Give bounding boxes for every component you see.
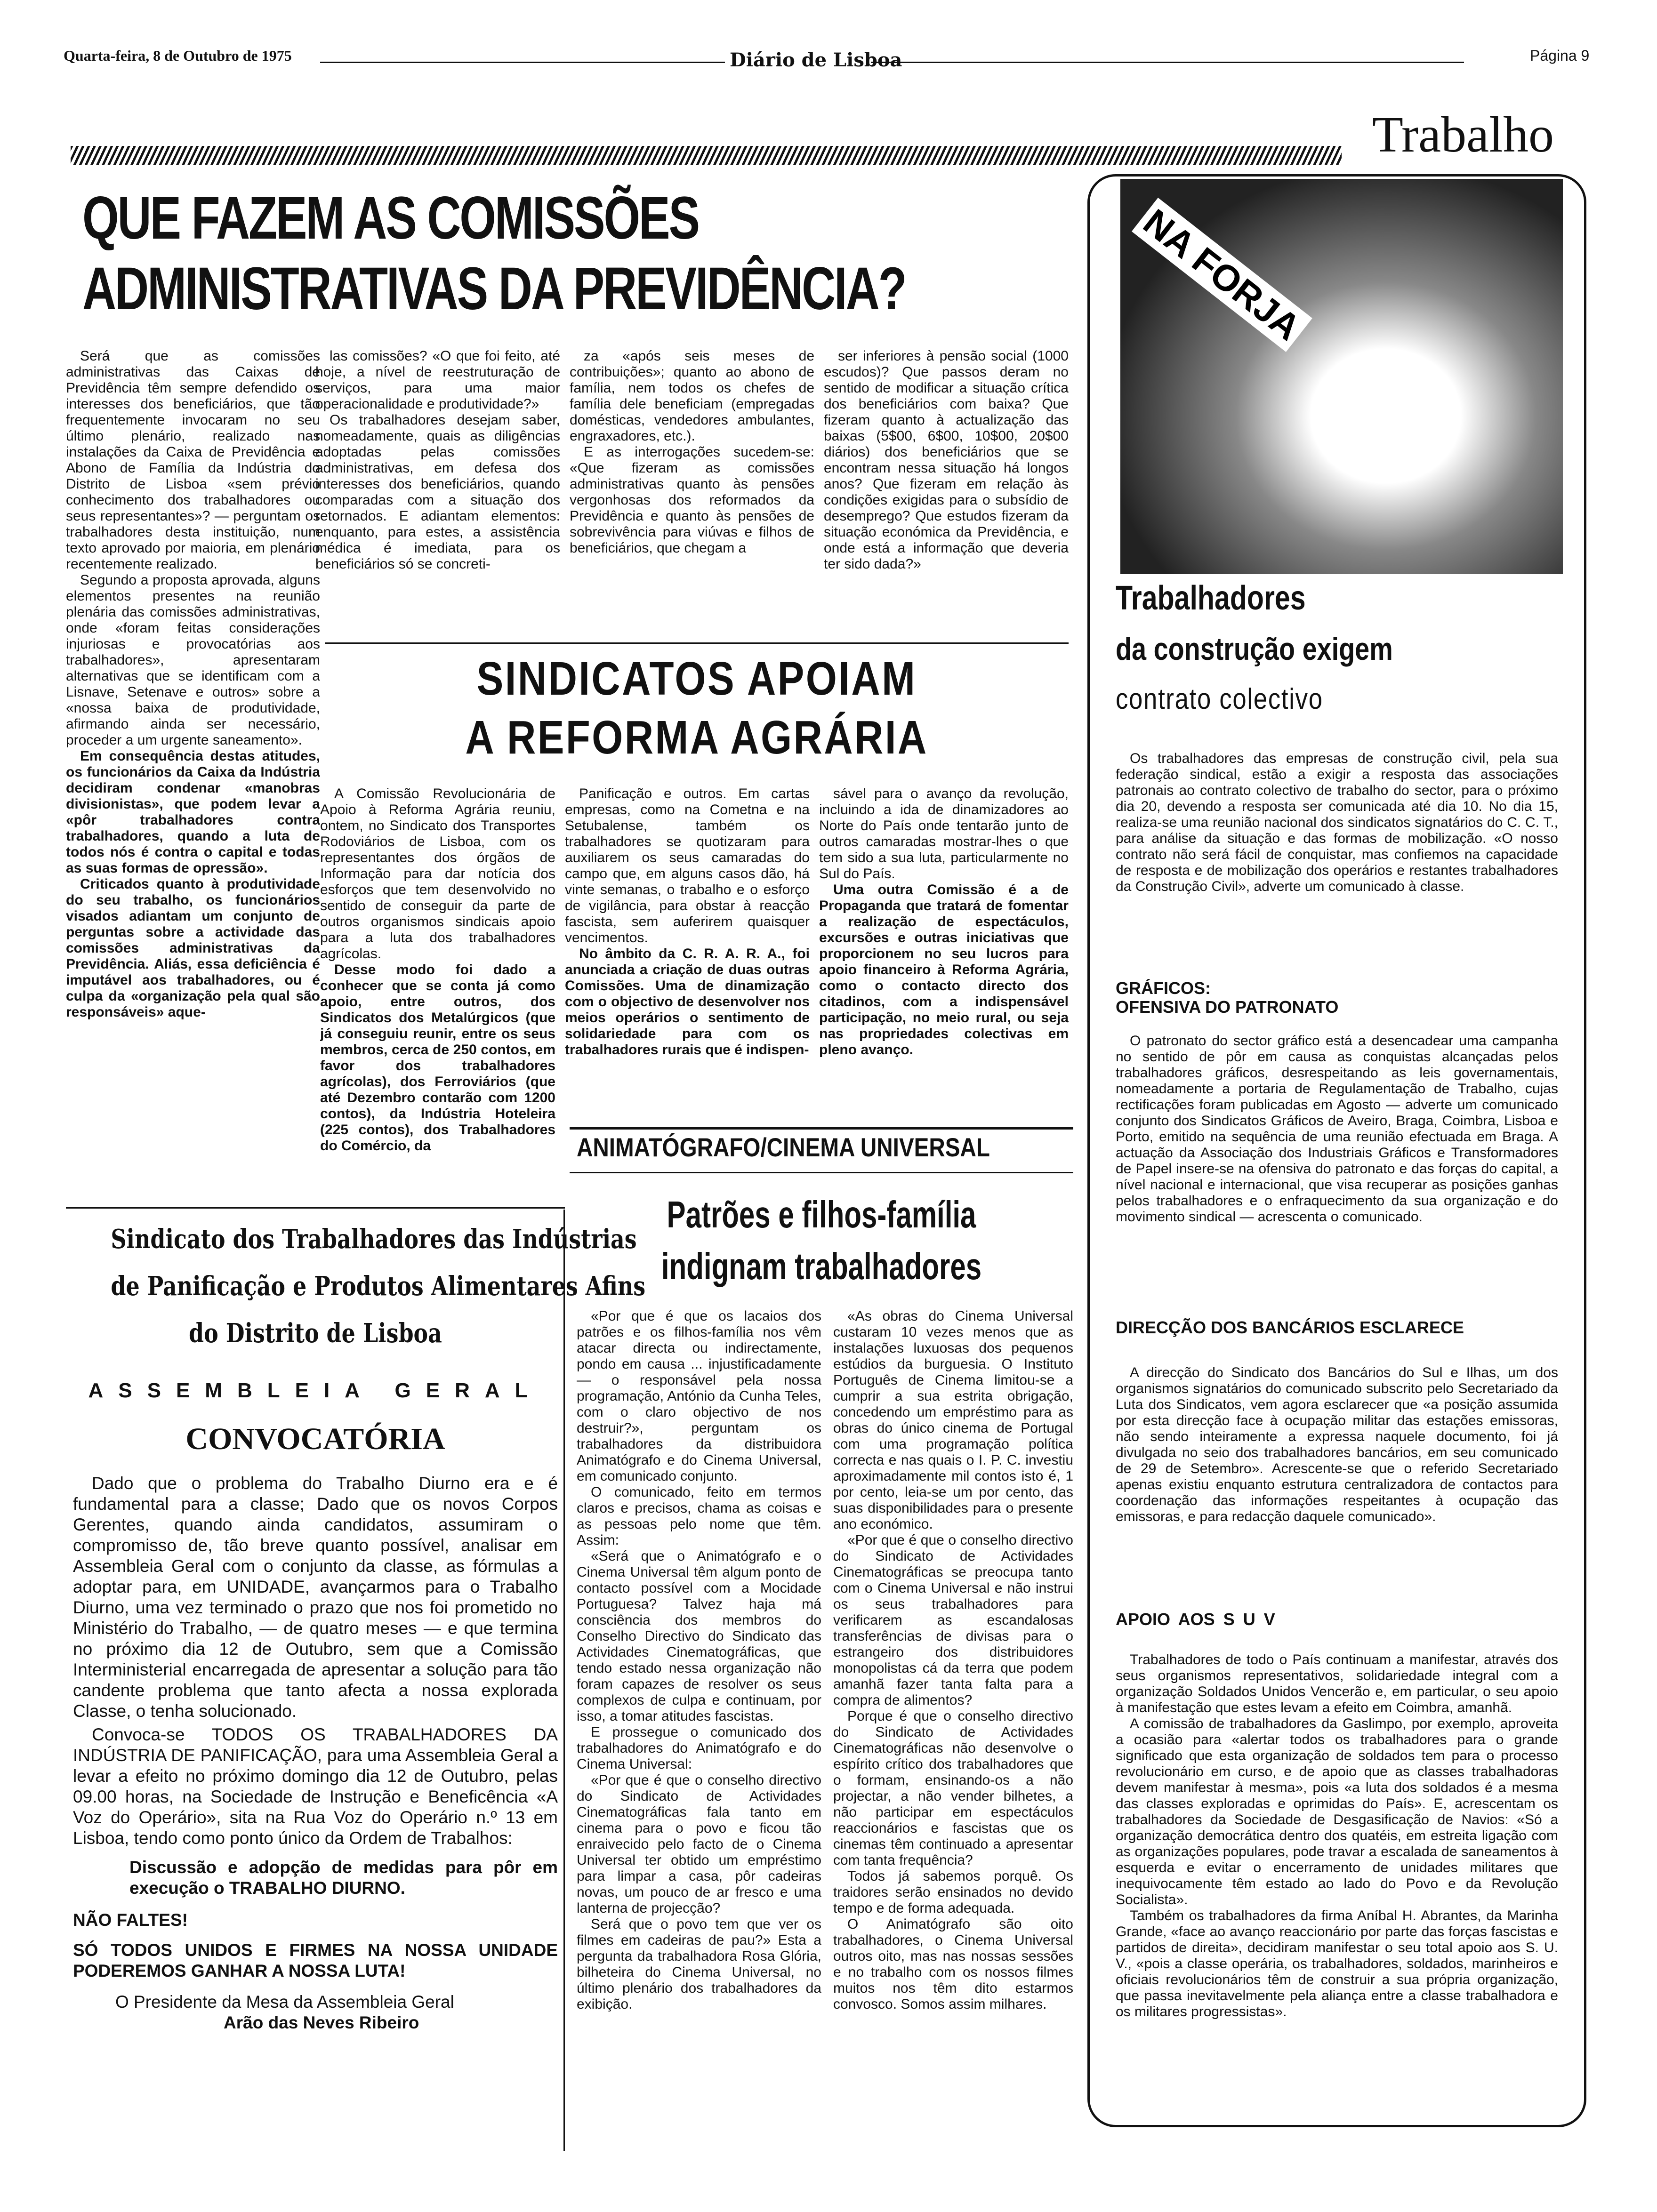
graficos-text: [1116, 1033, 1558, 1306]
para: «Será que o Animatógrafo e o Cinema Universal têm algum ponto de contacto possível com a Mocidade Portuguesa? Talvez haja má consciência dos membros do Conselho Directivo do Sindicato das Actividades Cinematográficas, que tendo estado nessa organização não foram capazes de resolver os seus complexos de culpa e continuam, por isso, a tomar atitudes fascistas.: [577, 1548, 821, 1724]
para: Panificação e outros. Em cartas empresas, como na Cometna e na Setubalense, também os trabalhadores se quotizaram para auxiliarem os seus camaradas do campo que, em alguns casos dão, há vinte semanas, o trabalho e o esforço de vigilância, para obstar à reacção fascista, sem auferirem quaisquer vencimentos.: [565, 786, 810, 946]
main-col-3: [570, 348, 814, 640]
cinema-headline-2: indignam trabalhadores: [661, 1245, 982, 1287]
para: E as interrogações sucedem-se: «Que fizeram as comissões administrativas quanto às pensões vergonhosas dos reformados da Previdência e quanto às pensões de sobrevivência para viúvas e filhos de beneficiários, que chegam a: [570, 444, 814, 556]
para: Desse modo foi dado a conhecer que se conta já como apoio, entre outros, dos Sindicatos dos Metalúrgicos (que já conseguiu reunir, entre os seus membros, cerca de 250 contos, em favor dos trabalhadores agrícolas), dos Ferroviários (que até Dezembro contarão com 1200 contos), da Indústria Hoteleira (225 contos), dos Trabalhadores do Comércio, da: [320, 962, 555, 1154]
main-col-4: [824, 348, 1069, 640]
para: «As obras do Cinema Universal custaram 10 vezes menos que as instalações luxuosas dos pequenos estúdios da burguesia. O Instituto Português de Cinema limitou-se a cumprir a sua estrita obrigação, concedendo um empréstimo para as obras do único cinema de Portugal com uma programação política correcta e nas quais o I. P. C. investiu aproximadamente mil contos isto é, 1 por cento, leia-se um por cento, das suas disponibilidades para o presente ano económico.: [833, 1308, 1073, 1532]
sindicato-title-1: Sindicato dos Trabalhadores das Indústrias: [111, 1224, 637, 1255]
para: Porque é que o conselho directivo do Sindicato de Actividades Cinematográficas não desenvolve o espírito crítico dos trabalhadores que o formam, ensinando-os a não projectar, a não vender bilhetes, a não participar em espectáculos reaccionários e fascistas que os cinemas têm continuado a apresentar com tanta frequência?: [833, 1708, 1073, 1868]
para: «Por que é que o conselho directivo do Sindicato de Actividades Cinematográficas se preocupa tanto com o Cinema Universal e não instrui os seus trabalhadores para verificarem as escandalosas transferências de divisas para o estrangeiro dos distribuidores monopolistas cá da terra que podem amanhã fazer tanta falta para a compra de alimentos?: [833, 1532, 1073, 1708]
bancarios-heading: DIRECÇÃO DOS BANCÁRIOS ESCLARECE: [1116, 1318, 1464, 1337]
para: za «após seis meses de contribuições»; quanto ao abono de família, nem todos os chefes de família dele beneficiam (empregadas domésticas, vendedores ambulantes, engraxadores, etc.).: [570, 348, 814, 444]
para: Também os trabalhadores da firma Aníbal H. Abrantes, da Marinha Grande, «face ao avanço reaccionário por parte das forças fascistas e partidos de direita», decidiram manifestar o seu total apoio aos S. U. V., «pois a classe operária, os trabalhadores, soldados, marinheiros e oficiais revolucionários têm de construir a sua própria organização, que passa inevitavelmente pela aliança entre a classe trabalhadora e os militares progressistas».: [1116, 1908, 1558, 2020]
sindicato-title-3: do Distrito de Lisboa: [189, 1318, 442, 1349]
nao-faltes: NÃO FALTES!: [73, 1910, 188, 1930]
suv-heading: APOIO AOS S U V: [1116, 1610, 1275, 1629]
para: Dado que o problema do Trabalho Diurno era e é fundamental para a classe; Dado que os novos Corpos Gerentes, quando ainda candidatos, assumiram o compromisso de, tão breve quanto possível, analisar em Assembleia Geral com o conjunto da classe, as fórmulas a adoptar para, em UNIDADE, avançarmos para o Trabalho Diurno, uma vez terminado o prazo que nos foi prometido no Ministério do Trabalho, — de quatro meses — e que termina no próximo dia 12 de Outubro, sem que a Comissão Interministerial encarregada de apresentar a solução para tão candente problema que tanto afecta a nossa explorada Classe, o tenha solucionado.: [73, 1474, 558, 1721]
header-rule-right: [871, 62, 1464, 63]
page-number: Página 9: [1530, 47, 1590, 64]
construcao-text: [1116, 751, 1558, 977]
section-hatch-bar: [71, 146, 1342, 165]
para: A Comissão Revolucionária de Apoio à Reforma Agrária reuniu, ontem, no Sindicato dos Transportes Rodoviários de Lisboa, com os representantes dos órgãos de Informação para dar notícia dos esforços que tem desenvolvido no sentido de conseguir da parte de outros organismos sindicais apoio para a luta dos trabalhadores agrícolas.: [320, 786, 555, 962]
forge-photo: [1120, 179, 1563, 574]
graficos-heading-2: OFENSIVA DO PATRONATO: [1116, 997, 1339, 1017]
para: No âmbito da C. R. A. R. A., foi anunciada a criação de duas outras Comissões. Uma de dinamização com o objectivo de desenvolver nos meios operários o sentimento de solidariedade para com os trabalhadores rurais que é indispen-: [565, 946, 810, 1058]
signature-name: Arão das Neves Ribeiro: [224, 2013, 419, 2032]
para: «Por que é que o conselho directivo do Sindicato de Actividades Cinematográficas fala tanto em cinema para o povo e ficou tão enraivecido pelo facto de o Cinema Universal ter obtido um empréstimo para limpar a casa, pôr cadeiras novas, um pouco de ar fresco e uma lanterna de projecção?: [577, 1772, 821, 1916]
assembleia-label: ASSEMBLEIA GERAL: [88, 1379, 543, 1402]
issue-date: Quarta-feira, 8 de Outubro de 1975: [64, 47, 292, 64]
section-title: Trabalho: [1372, 107, 1554, 163]
para: E prossegue o comunicado dos trabalhadores do Animatógrafo e do Cinema Universal:: [577, 1724, 821, 1772]
main-col-2: [315, 348, 560, 640]
main-headline-1: QUE FAZEM AS COMISSÕES: [82, 184, 699, 252]
sindicato-title-2: de Panificação e Produtos Alimentares Afins: [111, 1271, 646, 1302]
para: ser inferiores à pensão social (1000 escudos)? Que passos deram no sentido de modificar a situação crítica dos beneficiários com baixa? Que fizeram quanto à actualização das baixas (5$00, 6$00, 10$00, 20$00 diários) dos beneficiários que se encontram nessa situação há longos anos? Que fizeram em relação às condições exigidas para o subsídio de desemprego? Que estudos fizeram da situação económica da Previdência, e onde está a informação que deveria ter sido dada?»: [824, 348, 1069, 572]
unidos-slogan: SÓ TODOS UNIDOS E FIRMES NA NOSSA UNIDADE PODEREMOS GANHAR A NOSSA LUTA!: [73, 1940, 558, 1980]
cinema-headline-1: Patrões e filhos-família: [667, 1194, 976, 1235]
sidebar-headline-1: Trabalhadores: [1116, 579, 1306, 617]
agraria-headline-1: SINDICATOS APOIAM: [476, 652, 917, 705]
main-headline-2: ADMINISTRATIVAS DA PREVIDÊNCIA?: [82, 255, 906, 322]
bancarios-text: [1116, 1365, 1558, 1591]
suv-text: [1116, 1652, 1558, 2113]
rule: [66, 1207, 565, 1209]
graficos-heading-1: GRÁFICOS:: [1116, 978, 1211, 998]
para: O Animatógrafo são oito trabalhadores, o Cinema Universal outros oito, mas nas nossas sessões e no trabalho com os nossos filmes muitos nos têm dito estarmos convosco. Somos assim milhares.: [833, 1916, 1073, 2012]
para: Será que o povo tem que ver os filmes em cadeiras de pau?» Esta a pergunta da trabalhadora Rosa Glória, bilheteira do Cinema Universal, no último plenário dos trabalhadores da exibição.: [577, 1916, 821, 2012]
para: Os trabalhadores das empresas de construção civil, pela sua federação sindical, estão a exigir a resposta das associações patronais ao contrato colectivo de trabalho do sector, para o próximo dia 20, devendo a resposta ser comunicada até dia 10. No dia 15, realiza-se uma reunião nacional dos sindicatos signatários do C. C. T., para análise da situação e das formas de mobilização. «O nosso contrato não será fácil de conquistar, mas confiemos na capacidade de resposta e de mobilização dos operários e restantes trabalhadores da Construção Civil», adverte um comunicado à classe.: [1116, 751, 1558, 894]
rule: [325, 642, 1069, 644]
agraria-headline-2: A REFORMA AGRÁRIA: [465, 711, 928, 764]
para: Será que as comissões administrativas das Caixas de Previdência têm sempre defendido os interesses dos beneficiários, que tão frequentemente invocaram no seu último plenário, realizado nas instalações da Caixa de Previdência e Abono de Família da Indústria do Distrito de Lisboa «sem prévio conhecimento dos trabalhadores ou seus representantes»? — perguntam os trabalhadores desta instituição, num texto aprovado por maioria, em plenário recentemente realizado.: [66, 348, 320, 572]
cinema-kicker: ANIMATÓGRAFO/CINEMA UNIVERSAL: [577, 1132, 990, 1162]
agraria-col-3: [819, 786, 1069, 1068]
para: O patronato do sector gráfico está a desencadear uma campanha no sentido de pôr em causa as conquistas alcançadas pelos trabalhadores gráficos, desrespeitando as leis governamentais, nomeadamente a portaria de Regulamentação de Trabalho, cujas rectificações foram publicadas em Agosto — adverte um comunicado conjunto dos Sindicatos Gráficos de Aveiro, Braga, Coimbra, Lisboa e Porto, emitido na sequência de uma reunião efectuada em Braga. A actuação da Associação dos Industriais Gráficos e Transformadores de Papel insere-se na ofensiva do patronato e das forças do capital, a nível nacional e internacional, que visa recuperar as posições ganhas pelos trabalhadores e o enfraquecimento da sua organização e do movimento sindical — acrescenta o comunicado.: [1116, 1033, 1558, 1225]
para: O comunicado, feito em termos claros e precisos, chama as coisas e as pessoas pelo nome que têm. Assim:: [577, 1484, 821, 1548]
header-rule-left: [320, 62, 725, 63]
para: Convoca-se TODOS OS TRABALHADORES DA INDÚSTRIA DE PANIFICAÇÃO, para uma Assembleia Geral a levar a efeito no próximo domingo dia 12 de Outubro, pelas 09.00 horas, na Sociedade de Instrução e Beneficência «A Voz do Operário», sita na Rua Voz do Operário n.º 13 em Lisboa, tendo como ponto único da Ordem de Trabalhos:: [73, 1725, 558, 1848]
cinema-col-1: [577, 1308, 821, 2174]
para: Os trabalhadores desejam saber, nomeadamente, quais as diligências adoptadas pelas comissões administrativas, em defesa dos interesses dos beneficiários, quando comparadas com a situação dos retornados. E adiantam elementos: enquanto, para estes, a assistência médica é imediata, para os beneficiários só se concreti-: [315, 412, 560, 572]
sindicato-body: [73, 1473, 558, 2156]
masthead: Diário de Lisboa: [730, 49, 902, 71]
para: A direcção do Sindicato dos Bancários do Sul e Ilhas, um dos organismos signatários do comunicado subscrito pelo Secretariado da Luta dos Sindicatos, vem agora esclarecer que «a posição assumida por esta direcção face à ocupação militar das estações emissoras, não sendo inteiramente a expressa naquele documento, foi já divulgada no seio dos trabalhadores bancários, em seu comunicado de 29 de Setembro». Acrescente-se que o referido Secretariado apenas existiu enquanto estrutura centralizadora de contactos para coordenação das informações respeitantes à ocupação das emissoras, e para redacção daquele comunicado».: [1116, 1365, 1558, 1524]
para: las comissões? «O que foi feito, até hoje, a nível de reestruturação de serviços, para uma maior operacionalidade e produtividade?»: [315, 348, 560, 412]
para: Criticados quanto à produtividade do seu trabalho, os funcionários visados adiantam um conjunto de perguntas sobre a actividade das comissões administrativas da Previdência. Aliás, essa deficiência é imputável aos trabalhadores, ou é culpa da «organização pela qual são responsáveis» aque-: [66, 876, 320, 1020]
rule: [570, 1127, 1073, 1130]
photo-caption: NA FORJA: [1132, 198, 1312, 352]
sidebar-headline-2: da construção exigem: [1116, 631, 1393, 667]
para: Todos já sabemos porquê. Os traidores serão ensinados no devido tempo e de forma adequada.: [833, 1868, 1073, 1916]
main-col-1: [66, 348, 320, 1195]
para: sável para o avanço da revolução, incluindo a ida de dinamizadores ao Norte do País onde tentarão junto de outros camaradas mostrar-lhes o que tem sido a sua luta, particularmente no Sul do País.: [819, 786, 1069, 882]
para: Trabalhadores de todo o País continuam a manifestar, através dos seus organismos representativos, solidariedade integral com a organização Soldados Unidos Vencerão e, em particular, o seu apoio à manifestação que estes levam a efeito em Coimbra, amanhã.: [1116, 1652, 1558, 1715]
para: A comissão de trabalhadores da Gaslimpo, por exemplo, aproveita a ocasião para «alertar todos os trabalhadores para o grande significado que esta organização de soldados tem para o processo revolucionário em curso, e de apoio que as classes trabalhadoras devem manifestar à mesma», pois «a luta dos soldados é a mesma das classes exploradas e oprimidas do País». E, acrescentam os trabalhadores da Sociedade de Desgasificação de Navios: «Só a organização democrática dentro dos quatéis, em estreita ligação com as organizações populares, pode travar a escalada de saneamentos à esquerda e evitar o encerramento de unidades militares que inequivocamente têm estado ao lado do Povo e da Revolução Socialista».: [1116, 1716, 1558, 1907]
ordem-text: Discussão e adopção de medidas para pôr em execução o TRABALHO DIURNO.: [129, 1858, 558, 1898]
rule: [570, 1172, 1073, 1173]
para: Segundo a proposta aprovada, alguns elementos presentes na reunião plenária das comissões administrativas, onde «foram feitas considerações injuriosas e provocatórias aos trabalhadores», apresentaram alternativas que se identificam com a Lisnave, Setenave e outros» sobre a «nossa baixa de produtividade, afirmando ainda ser necessário, proceder a um urgente saneamento».: [66, 572, 320, 748]
sidebar-headline-3: contrato colectivo: [1116, 683, 1323, 715]
convocatoria-title: CONVOCATÓRIA: [185, 1422, 445, 1456]
cinema-col-2: [833, 1308, 1073, 2174]
para: Uma outra Comissão é a de Propaganda que tratará de fomentar a realização de espectáculos, excursões e outras iniciativas que proporcionem no seu lucros para apoio financeiro à Reforma Agrária, como o contacto directo dos citadinos, com a indispensável participação, no meio rural, ou seja nas propriedades colectivas em pleno avanço.: [819, 882, 1069, 1058]
agraria-col-1: [320, 786, 555, 1200]
para: «Por que é que os lacaios dos patrões e os filhos-família nos vêm atacar directa ou indirectamente, pondo em causa ... injustificadamente — o responsável pela nossa programação, António da Cunha Teles, com o claro objectivo de nos destruir?», perguntam os trabalhadores da distribuidora Animatógrafo e do Cinema Universal, em comunicado conjunto.: [577, 1308, 821, 1484]
signature-title: O Presidente da Mesa da Assembleia Geral: [115, 1992, 454, 2012]
para: Em consequência destas atitudes, os funcionários da Caixa da Indústria decidiram condenar «manobras divisionistas», que podem levar a «pôr trabalhadores contra trabalhadores, quando a luta de todos nós é contra o capital e todas as suas formas de opressão».: [66, 748, 320, 876]
